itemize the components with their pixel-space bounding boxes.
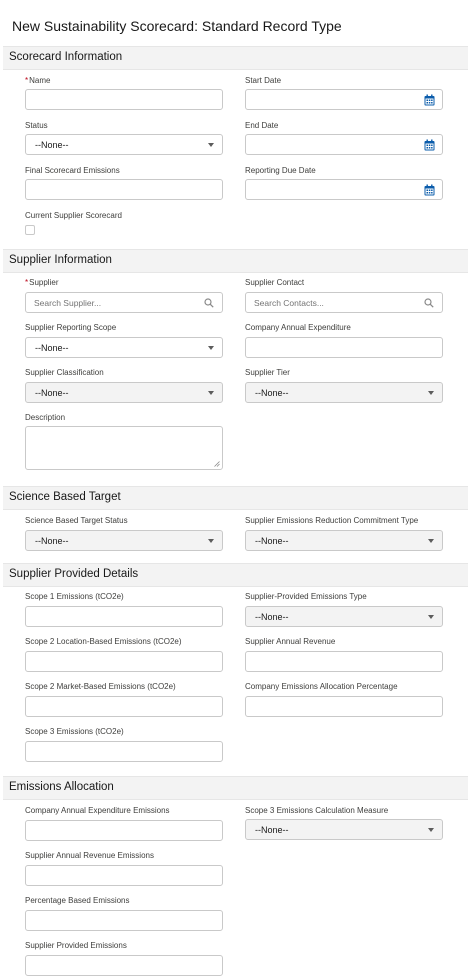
- current-supplier-scorecard-checkbox[interactable]: [25, 225, 35, 235]
- science-based-target-status-select[interactable]: [25, 530, 223, 551]
- scope1-emissions-input[interactable]: [25, 606, 223, 627]
- page-title: New Sustainability Scorecard: Standard Record Type: [12, 18, 342, 34]
- resize-grip-icon[interactable]: [214, 461, 220, 467]
- scope2-market-emissions-input[interactable]: [25, 696, 223, 717]
- chevron-down-icon: [208, 346, 214, 350]
- company-annual-expenditure-emissions-label: Company Annual Expenditure Emissions: [25, 806, 170, 815]
- name-label-text: Name: [29, 76, 51, 85]
- description-label: Description: [25, 413, 66, 422]
- supplier-provided-emissions-type-label: Supplier-Provided Emissions Type: [245, 592, 367, 601]
- status-select[interactable]: [25, 134, 223, 155]
- section-emissions-allocation[interactable]: [3, 776, 468, 800]
- calendar-icon[interactable]: [424, 184, 435, 196]
- current-supplier-scorecard-label: Current Supplier Scorecard: [25, 211, 122, 220]
- percentage-based-emissions-label: Percentage Based Emissions: [25, 896, 130, 905]
- calendar-icon[interactable]: [424, 139, 435, 151]
- supplier-classification-value: --None--: [35, 388, 69, 398]
- supplier-label: [25, 278, 58, 287]
- required-indicator: *: [25, 278, 29, 287]
- end-date-label: End Date: [245, 121, 279, 130]
- status-select-value: --None--: [35, 140, 69, 150]
- name-input[interactable]: [25, 89, 223, 110]
- emissions-reduction-commitment-label: Supplier Emissions Reduction Commitment Type: [245, 516, 419, 525]
- supplier-contact-lookup-input[interactable]: [245, 292, 443, 313]
- final-scorecard-emissions-input[interactable]: [25, 179, 223, 200]
- section-title: Supplier Information: [9, 254, 112, 266]
- section-title: Science Based Target: [9, 491, 121, 503]
- company-annual-expenditure-input[interactable]: [245, 337, 443, 358]
- chevron-down-icon: [208, 143, 214, 147]
- percentage-based-emissions-input[interactable]: [25, 910, 223, 931]
- search-icon: [204, 298, 214, 308]
- supplier-provided-emissions-type-value: --None--: [255, 612, 289, 622]
- section-title: Emissions Allocation: [9, 781, 114, 793]
- supplier-label-text: Supplier: [29, 278, 59, 287]
- start-date-input[interactable]: [245, 89, 443, 110]
- section-supplier-provided-details[interactable]: [3, 563, 468, 587]
- end-date-input[interactable]: [245, 134, 443, 155]
- supplier-reporting-scope-select[interactable]: [25, 337, 223, 358]
- chevron-down-icon: [208, 391, 214, 395]
- scope3-emissions-input[interactable]: [25, 741, 223, 762]
- supplier-tier-value: --None--: [255, 388, 289, 398]
- supplier-classification-select[interactable]: [25, 382, 223, 403]
- supplier-contact-label: Supplier Contact: [245, 278, 305, 287]
- supplier-reporting-scope-value: --None--: [35, 343, 69, 353]
- supplier-reporting-scope-label: Supplier Reporting Scope: [25, 323, 117, 332]
- company-emissions-allocation-percentage-input[interactable]: [245, 696, 443, 717]
- company-emissions-allocation-percentage-label: Company Emissions Allocation Percentage: [245, 682, 398, 691]
- chevron-down-icon: [208, 539, 214, 543]
- supplier-provided-emissions-input[interactable]: [25, 955, 223, 976]
- start-date-label: Start Date: [245, 76, 282, 85]
- scope2-location-emissions-input[interactable]: [25, 651, 223, 672]
- supplier-provided-emissions-label: Supplier Provided Emissions: [25, 941, 127, 950]
- company-annual-expenditure-label: Company Annual Expenditure: [245, 323, 351, 332]
- supplier-tier-select[interactable]: [245, 382, 443, 403]
- emissions-reduction-commitment-value: --None--: [255, 536, 289, 546]
- required-indicator: *: [25, 76, 29, 85]
- supplier-annual-revenue-label: Supplier Annual Revenue: [245, 637, 336, 646]
- scope3-emissions-label: Scope 3 Emissions (tCO2e): [25, 727, 124, 736]
- scope2-market-emissions-label: Scope 2 Market-Based Emissions (tCO2e): [25, 682, 176, 691]
- section-title: Scorecard Information: [9, 51, 123, 63]
- section-supplier-information[interactable]: [3, 249, 468, 273]
- section-title: Supplier Provided Details: [9, 568, 139, 580]
- supplier-annual-revenue-emissions-input[interactable]: [25, 865, 223, 886]
- chevron-down-icon: [428, 828, 434, 832]
- status-label: Status: [25, 121, 48, 130]
- scope2-location-emissions-label: Scope 2 Location-Based Emissions (tCO2e): [25, 637, 182, 646]
- chevron-down-icon: [428, 615, 434, 619]
- science-based-target-status-label: Science Based Target Status: [25, 516, 128, 525]
- supplier-tier-label: Supplier Tier: [245, 368, 290, 377]
- name-label: [25, 76, 50, 85]
- supplier-lookup-input[interactable]: [25, 292, 223, 313]
- science-based-target-status-value: --None--: [35, 536, 69, 546]
- calendar-icon[interactable]: [424, 94, 435, 106]
- company-annual-expenditure-emissions-input[interactable]: [25, 820, 223, 841]
- supplier-provided-emissions-type-select[interactable]: [245, 606, 443, 627]
- supplier-lookup-placeholder: Search Supplier...: [34, 298, 102, 308]
- scope3-calculation-measure-value: --None--: [255, 825, 289, 835]
- scope1-emissions-label: Scope 1 Emissions (tCO2e): [25, 592, 124, 601]
- final-scorecard-emissions-label: Final Scorecard Emissions: [25, 166, 120, 175]
- chevron-down-icon: [428, 539, 434, 543]
- supplier-classification-label: Supplier Classification: [25, 368, 104, 377]
- supplier-annual-revenue-input[interactable]: [245, 651, 443, 672]
- supplier-contact-placeholder: Search Contacts...: [254, 298, 324, 308]
- reporting-due-date-input[interactable]: [245, 179, 443, 200]
- description-textarea[interactable]: [25, 426, 223, 470]
- section-scorecard-information[interactable]: [3, 46, 468, 70]
- emissions-reduction-commitment-select[interactable]: [245, 530, 443, 551]
- search-icon: [424, 298, 434, 308]
- reporting-due-date-label: Reporting Due Date: [245, 166, 316, 175]
- section-science-based-target[interactable]: [3, 486, 468, 510]
- supplier-annual-revenue-emissions-label: Supplier Annual Revenue Emissions: [25, 851, 154, 860]
- chevron-down-icon: [428, 391, 434, 395]
- scope3-calculation-measure-label: Scope 3 Emissions Calculation Measure: [245, 806, 389, 815]
- scope3-calculation-measure-select[interactable]: [245, 819, 443, 840]
